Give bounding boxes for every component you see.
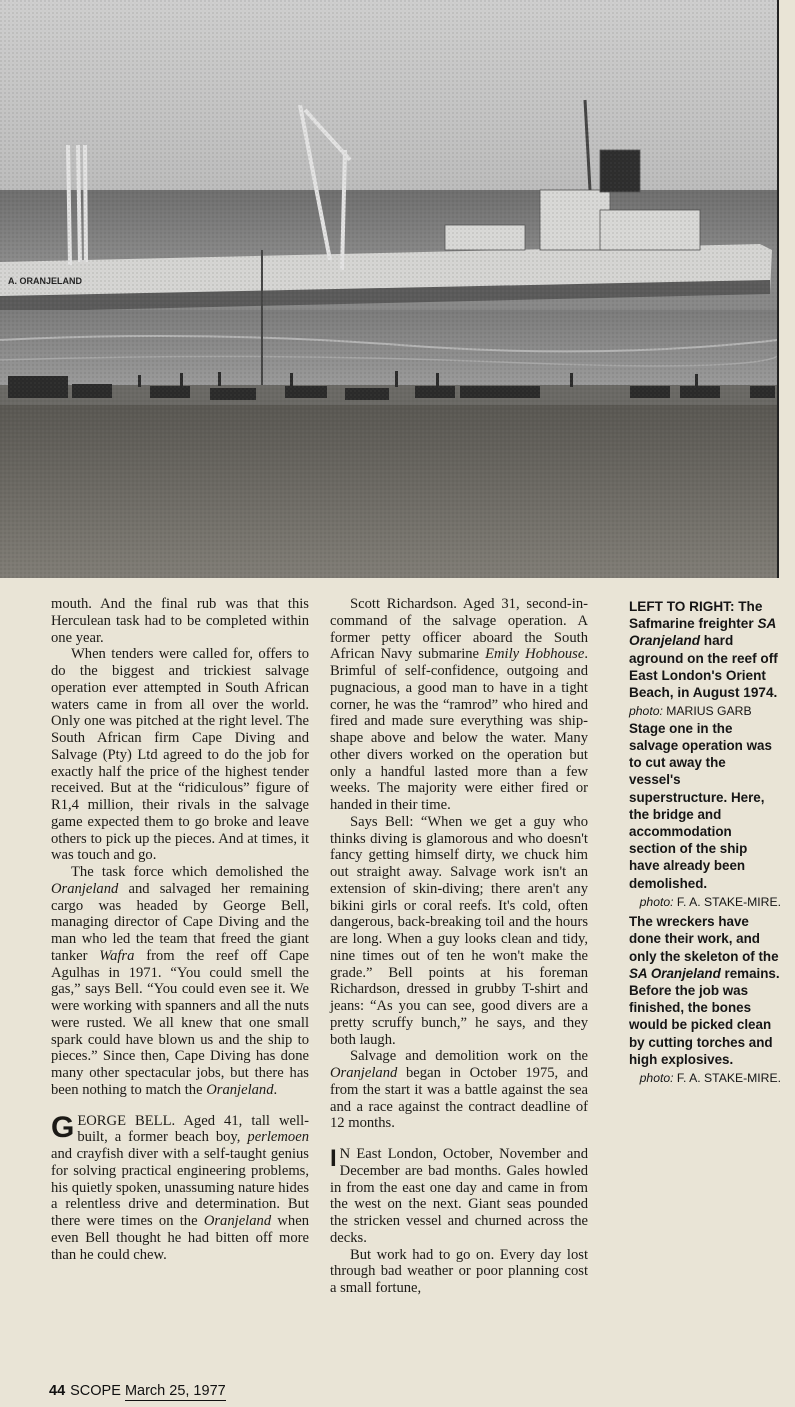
ship-photograph [0, 0, 778, 578]
caption-2: Stage one in the salvage operation was to cut away the vessel's superstructure. Here, the bridge and accommodation section of the ship have already been demolished. [629, 720, 772, 891]
ship-name: Wafra [99, 947, 135, 964]
article-column-1 [51, 596, 309, 1263]
publication-name: SCOPE [70, 1383, 121, 1399]
article-column-2 [330, 596, 588, 1297]
submarine-name: Emily Hobhouse [485, 646, 585, 663]
photo-captions [629, 598, 781, 1087]
photo-credit-1: photo: MARIUS GARB [629, 704, 752, 719]
page-footer [49, 1383, 226, 1399]
paragraph-scott-richardson: Scott Richardson. Aged 31, second-in-command of the salvage operation. A former petty officer aboard the South African Navy submarine Emily Hobhouse. Brimful of self-confidence, outgoing and pugnacious, a good man to have in a tight corner, he was the “ramrod” who hired and fired and made sure everything was ship-shape above and below the water. Many other divers worked on the operation but only a handful lasted more than a few weeks. The majority were either fired or handed in their time. [330, 596, 588, 813]
paragraph: The task force which demolished the Oranjeland and salvaged her remaining cargo was headed by George Bell, managing director of Cape Diving and the man who led the team that freed the giant tanker Wafra from the reef off Cape Agulhas in 1971. “You could smell the gas,” says Bell. “You could even see it. We were working with spanners and all the nuts were rusted. We all knew that one small spark could have blown us and the ship to pieces.” Since then, Cape Diving has done many other spectacular jobs, but there has been nothing to match the Oranjeland. [51, 864, 309, 1098]
ship-name: Oranjeland [203, 1213, 272, 1229]
paragraph: But work had to go on. Every day lost through bad weather or poor planning cost a small fortune, [330, 1246, 588, 1296]
paragraph: mouth. And the final rub was that this Herculean task had to be completed within one year. [51, 596, 309, 646]
ship-photo-illustration [0, 0, 778, 578]
ship-name: Oranjeland [51, 880, 119, 897]
paragraph: When tenders were called for, offers to do the biggest and trickiest salvage operation ever attempted in South African waters came in from all over the world. Only one was pitched at the right level. The South African firm Cape Diving and Salvage (Pty) Ltd agreed to do the job for exactly half the price of the highest tender received. But at the “ridiculous” figure of R1,4 million, their rivals in the salvage game expected them to go broke and leave others to pick up the pieces. And at times, it was touch and go. [51, 646, 309, 864]
ship-name: Oranjeland [206, 1081, 274, 1098]
drop-cap: G [51, 1110, 75, 1144]
page-number: 44 [49, 1383, 66, 1399]
paragraph-george-bell: GEORGE BELL. Aged 41, tall well-built, a former beach boy, perlemoen and crayfish diver with a self-taught genius for solving practical engineering problems, his quietly spoken, unassuming nature hides a relentless drive and determination. But there were times on the Oranjeland when even Bell thought he had bitten off more than he could chew. [51, 1110, 309, 1263]
paragraph: Salvage and demolition work on the Oranjeland began in October 1975, and from the start it was a battle against the sea and a race against the contract deadline of 12 months. [330, 1048, 588, 1132]
caption-3: The wreckers have done their work, and only the skeleton of the SA Oranjeland remains. Before the job was finished, the bones would be picked clean by cutting torches and high explosives. [629, 914, 780, 1067]
caption-1: LEFT TO RIGHT: The Safmarine freighter SA Oranjeland hard aground on the reef off East London's Orient Beach, in August 1974. [629, 599, 778, 701]
photo-credit-3: photo: F. A. STAKE-MIRE. [639, 1071, 781, 1086]
paragraph-east-london: I N East London, October, November and December are bad months. Gales howled in from the east one day and came in from the west on the next. Giant seas pounded the stricken vessel and churned across the decks. [330, 1145, 588, 1246]
photo-credit-2: photo: F. A. STAKE-MIRE. [639, 894, 781, 909]
ship-name: Oranjeland [330, 1065, 398, 1081]
paragraph: Says Bell: “When we get a guy who thinks diving is glamorous and who doesn't fancy getting himself dirty, we chuck him out straight away. Salvage work isn't an extension of skin-diving; there aren't any bikini girls or coral reefs. It's cold, often dangerous, back-breaking toil and the hours are long. When a guy looks clean and tidy, nine times out of ten he won't make the grade.” Bell points at his foreman Richardson, dressed in grubby T-shirt and jeans: “As you can see, good divers are a pretty scruffy bunch,” he says, and they both laugh. [330, 813, 588, 1048]
photo-border [777, 0, 779, 578]
drop-cap: I [330, 1145, 337, 1172]
issue-date: March 25, 1977 [124, 1383, 226, 1399]
